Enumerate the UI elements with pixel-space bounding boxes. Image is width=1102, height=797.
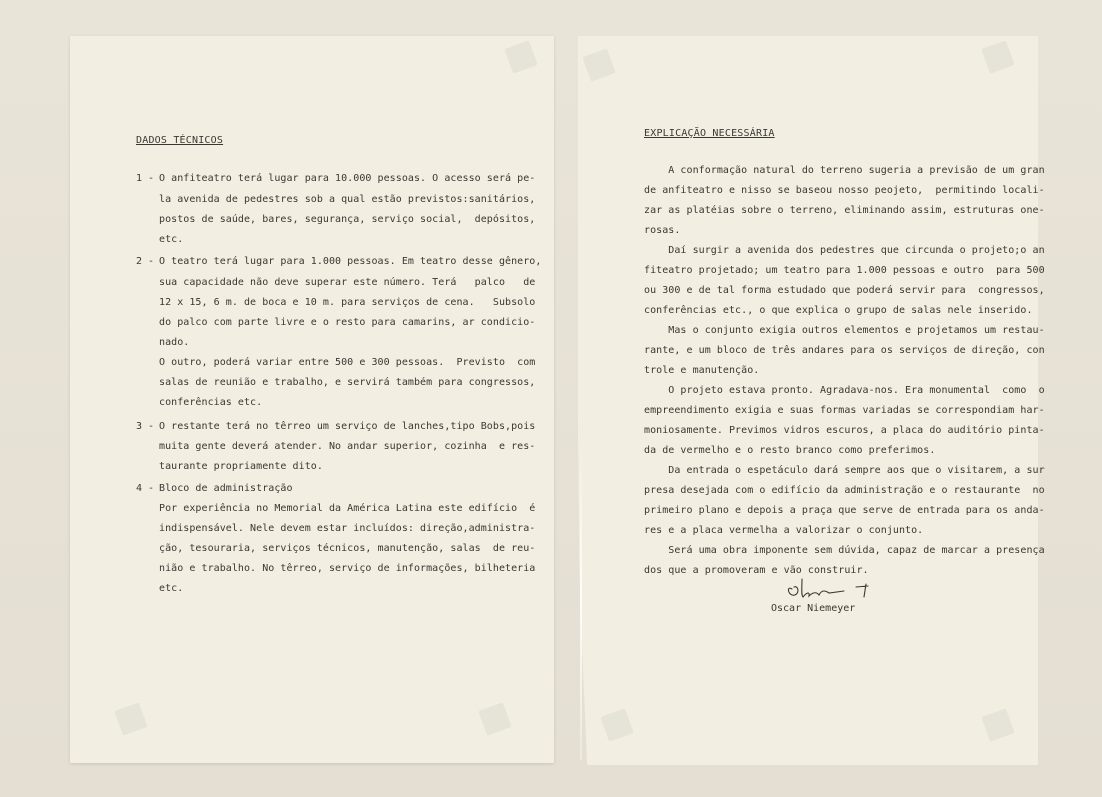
text-line: etc.: [159, 234, 184, 245]
text-line: conferências etc., o que explica o grupo de salas nele inserido.: [644, 305, 1033, 316]
right-heading: EXPLICAÇÃO NECESSÁRIA: [644, 128, 775, 139]
text-line: postos de saúde, bares, segurança, serviço social, depósitos,: [159, 214, 536, 225]
item-number: 4 -: [136, 483, 155, 494]
text-line: etc.: [159, 583, 184, 594]
text-line: indispensável. Nele devem estar incluídos: direção,administra-: [159, 523, 536, 534]
text-line: Daí surgir a avenida dos pedestres que circunda o projeto;o an: [644, 245, 1045, 256]
text-line: de anfiteatro e nisso se baseou nosso peojeto, permitindo locali-: [644, 185, 1045, 196]
text-line: nado.: [159, 337, 190, 348]
text-line: salas de reunião e trabalho, e servirá também para congressos,: [159, 377, 536, 388]
text-line: A conformação natural do terreno sugeria a previsão de um gran: [644, 165, 1045, 176]
item-number: 1 -: [136, 173, 155, 184]
text-line: empreendimento exigia e suas formas variadas se correspondiam har-: [644, 405, 1045, 416]
text-line: nião e trabalho. No têrreo, serviço de informações, bilheteria: [159, 563, 536, 574]
text-line: sua capacidade não deve superar este número. Terá palco de: [159, 277, 536, 288]
text-line: ou 300 e de tal forma estudado que poderá servir para congressos,: [644, 285, 1045, 296]
text-line: presa desejada com o edifício da administração e o restaurante no: [644, 485, 1045, 496]
text-line: Será uma obra imponente sem dúvida, capaz de marcar a presença: [644, 545, 1045, 556]
text-line: trole e manutenção.: [644, 365, 760, 376]
left-heading: DADOS TÉCNICOS: [136, 135, 224, 146]
text-line: la avenida de pedestres sob a qual estão previstos:sanitários,: [159, 194, 536, 205]
text-line: Bloco de administração: [159, 483, 293, 494]
text-line: Da entrada o espetáculo dará sempre aos que o visitarem, a sur: [644, 465, 1045, 476]
text-line: rante, e um bloco de três andares para os serviços de direção, con: [644, 345, 1045, 356]
paper-tear: [580, 440, 582, 760]
text-line: moniosamente. Previmos vidros escuros, a placa do auditório pinta-: [644, 425, 1045, 436]
text-line: O restante terá no têrreo um serviço de lanches,tipo Bobs,pois: [159, 421, 536, 432]
text-line: ção, tesouraria, serviços técnicos, manutenção, salas de reu-: [159, 543, 536, 554]
text-line: zar as platéias sobre o terreno, eliminando assim, estruturas one-: [644, 205, 1045, 216]
text-line: O teatro terá lugar para 1.000 pessoas. Em teatro desse gênero,: [159, 256, 542, 267]
text-line: da de vermelho e o resto branco como preferimos.: [644, 445, 936, 456]
text-line: muita gente deverá atender. No andar superior, cozinha e res-: [159, 441, 536, 452]
text-line: res e a placa vermelha a valorizar o conjunto.: [644, 525, 924, 536]
text-line: fiteatro projetado; um teatro para 1.000 pessoas e outro para 500: [644, 265, 1045, 276]
text-line: primeiro plano e depois a praça que serve de entrada para os anda-: [644, 505, 1045, 516]
text-line: dos que a promoveram e vão construir.: [644, 565, 869, 576]
text-line: 12 x 15, 6 m. de boca e 10 m. para serviços de cena. Subsolo: [159, 297, 536, 308]
text-line: O projeto estava pronto. Agradava-nos. Era monumental como o: [644, 385, 1045, 396]
text-line: taurante propriamente dito.: [159, 461, 323, 472]
text-line: O anfiteatro terá lugar para 10.000 pessoas. O acesso será pe-: [159, 173, 536, 184]
text-line: rosas.: [644, 225, 681, 236]
text-line: Por experiência no Memorial da América Latina este edifício é: [159, 503, 536, 514]
text-line: Mas o conjunto exigia outros elementos e projetamos um restau-: [644, 325, 1045, 336]
text-line: do palco com parte livre e o resto para camarins, ar condicio-: [159, 317, 536, 328]
text-line: O outro, poderá variar entre 500 e 300 pessoas. Previsto com: [159, 357, 536, 368]
item-number: 3 -: [136, 421, 155, 432]
handwritten-signature: [782, 575, 882, 605]
right-sheet: [578, 36, 1038, 765]
item-number: 2 -: [136, 256, 155, 267]
text-line: conferências etc.: [159, 397, 263, 408]
signature-name: Oscar Niemeyer: [771, 603, 856, 614]
